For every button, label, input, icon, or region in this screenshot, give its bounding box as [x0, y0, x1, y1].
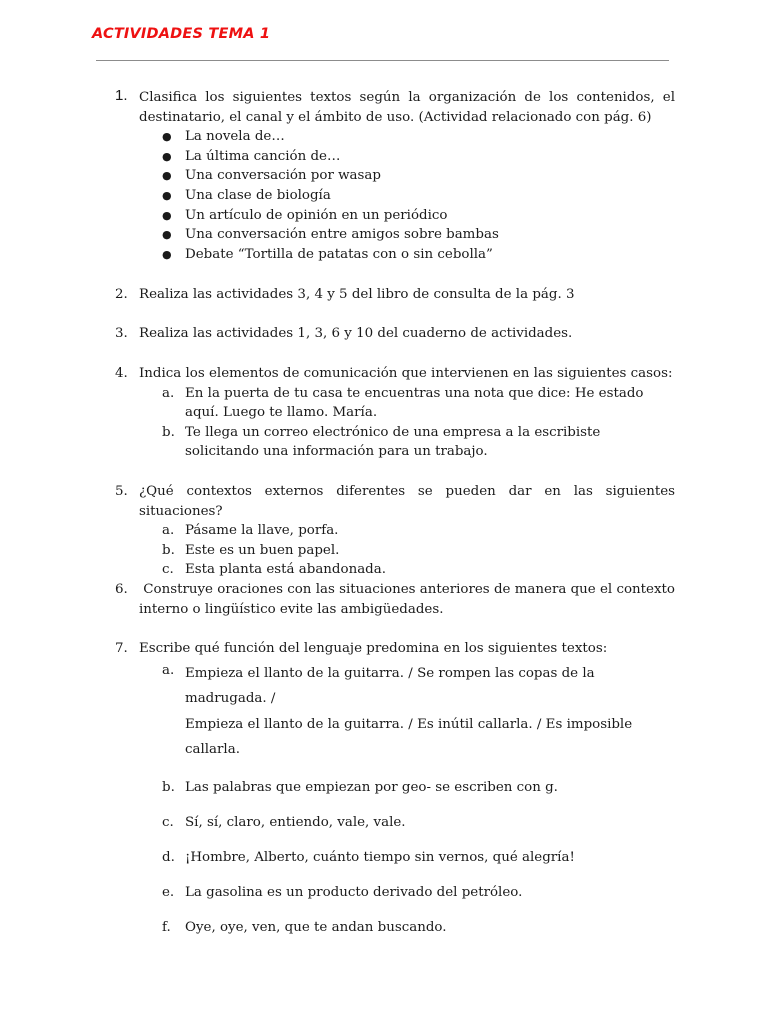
list-item	[115, 245, 675, 265]
list-item-text: ¡Hombre, Alberto, cuánto tiempo sin vernos, qué alegría!	[185, 849, 575, 865]
lettered-list	[115, 661, 675, 938]
list-item-text: Te llega un correo electrónico de una empresa a la escribiste solicitando una información para un trabajo.	[185, 424, 601, 460]
list-item-text: Las palabras que empiezan por geo- se escriben con g.	[185, 779, 558, 795]
item-marker: b.	[162, 424, 175, 440]
list-item	[115, 206, 675, 226]
list-item	[115, 541, 675, 561]
question-text: Construye oraciones con las situaciones anteriores de manera que el contexto interno o lingüístico evite las ambigüedades.	[139, 582, 680, 617]
list-item	[115, 147, 675, 167]
lettered-list	[115, 384, 675, 462]
question-6	[115, 580, 680, 619]
question-number: 6.	[115, 582, 128, 597]
lettered-list	[115, 521, 675, 580]
list-item	[115, 883, 675, 903]
item-marker: c.	[162, 814, 174, 830]
question-number: 5.	[115, 484, 128, 499]
item-marker: b.	[162, 542, 175, 558]
question-number: 4.	[115, 366, 128, 381]
question-4	[115, 364, 675, 462]
bullet-marker: ●	[162, 149, 172, 163]
verse-line: Empieza el llanto de la guitarra. / Es inútil callarla. / Es imposible callarla.	[185, 716, 633, 758]
bullet-marker: ●	[162, 228, 172, 242]
list-item	[115, 384, 675, 423]
question-text: Escribe qué función del lenguaje predomina en los siguientes textos:	[139, 641, 608, 656]
question-number: 2.	[115, 287, 128, 302]
item-marker: a.	[162, 385, 175, 401]
bullet-marker: ●	[162, 169, 172, 183]
header-divider	[96, 60, 669, 61]
list-item-text: Debate “Tortilla de patatas con o sin cebolla”	[185, 246, 493, 262]
list-item	[115, 918, 675, 938]
list-item	[115, 661, 675, 763]
list-item	[115, 423, 675, 462]
bullet-marker: ●	[162, 247, 172, 261]
item-marker: b.	[162, 779, 175, 795]
list-item-text: Una conversación por wasap	[185, 168, 381, 184]
list-item	[115, 127, 675, 147]
question-number: 7.	[115, 641, 128, 656]
list-item-text: La gasolina es un producto derivado del petróleo.	[185, 884, 523, 900]
list-item	[115, 186, 675, 206]
question-text: Realiza las actividades 1, 3, 6 y 10 del cuaderno de actividades.	[139, 326, 573, 341]
list-item	[115, 521, 675, 541]
list-item-text: Una conversación entre amigos sobre bambas	[185, 227, 499, 243]
list-item-text: Sí, sí, claro, entiendo, vale, vale.	[185, 814, 406, 830]
question-1	[115, 88, 675, 264]
list-item-text: Esta planta está abandonada.	[185, 562, 386, 578]
item-marker: a.	[162, 662, 175, 678]
list-item	[115, 813, 675, 833]
bullet-marker: ●	[162, 130, 172, 144]
list-item	[115, 225, 675, 245]
list-item-text: Una clase de biología	[185, 187, 331, 203]
list-item-text	[185, 661, 675, 763]
question-2	[115, 285, 675, 305]
item-marker: a.	[162, 523, 175, 539]
bullet-marker: ●	[162, 188, 172, 202]
list-item-text: Un artículo de opinión en un periódico	[185, 207, 448, 223]
question-text: Indica los elementos de comunicación que intervienen en las siguientes casos:	[139, 366, 673, 381]
list-item	[115, 166, 675, 186]
item-marker: e.	[162, 884, 175, 900]
question-7	[115, 639, 675, 953]
question-text: Realiza las actividades 3, 4 y 5 del libro de consulta de la pág. 3	[139, 287, 575, 302]
list-item-text: Oye, oye, ven, que te andan buscando.	[185, 919, 447, 935]
item-marker: f.	[162, 919, 171, 935]
list-item-text: Este es un buen papel.	[185, 542, 340, 558]
bullet-list	[115, 127, 675, 264]
item-marker: d.	[162, 849, 175, 865]
verse-line: Empieza el llanto de la guitarra. / Se rompen las copas de la madrugada. /	[185, 665, 595, 707]
question-5	[115, 482, 675, 580]
question-3	[115, 324, 675, 344]
list-item-text: Pásame la llave, porfa.	[185, 523, 339, 539]
bullet-marker: ●	[162, 208, 172, 222]
question-number: 3.	[115, 326, 128, 341]
list-item-text: En la puerta de tu casa te encuentras una nota que dice: He estado aquí. Luego te llamo. María.	[185, 385, 644, 421]
item-marker: c.	[162, 562, 174, 578]
page-title: ACTIVIDADES TEMA 1	[92, 26, 271, 42]
list-item	[115, 778, 675, 798]
list-item	[115, 560, 675, 580]
list-item-text: La novela de…	[185, 129, 285, 145]
list-item	[115, 848, 675, 868]
question-number: 1.	[115, 87, 128, 104]
question-text: Clasifica los siguientes textos según la organización de los contenidos, el destinatario, el canal y el ámbito de uso. (Actividad relacionado con pág. 6)	[139, 90, 675, 125]
list-item-text: La última canción de…	[185, 148, 341, 164]
question-text: ¿Qué contextos externos diferentes se pueden dar en las siguientes situaciones?	[139, 484, 675, 519]
